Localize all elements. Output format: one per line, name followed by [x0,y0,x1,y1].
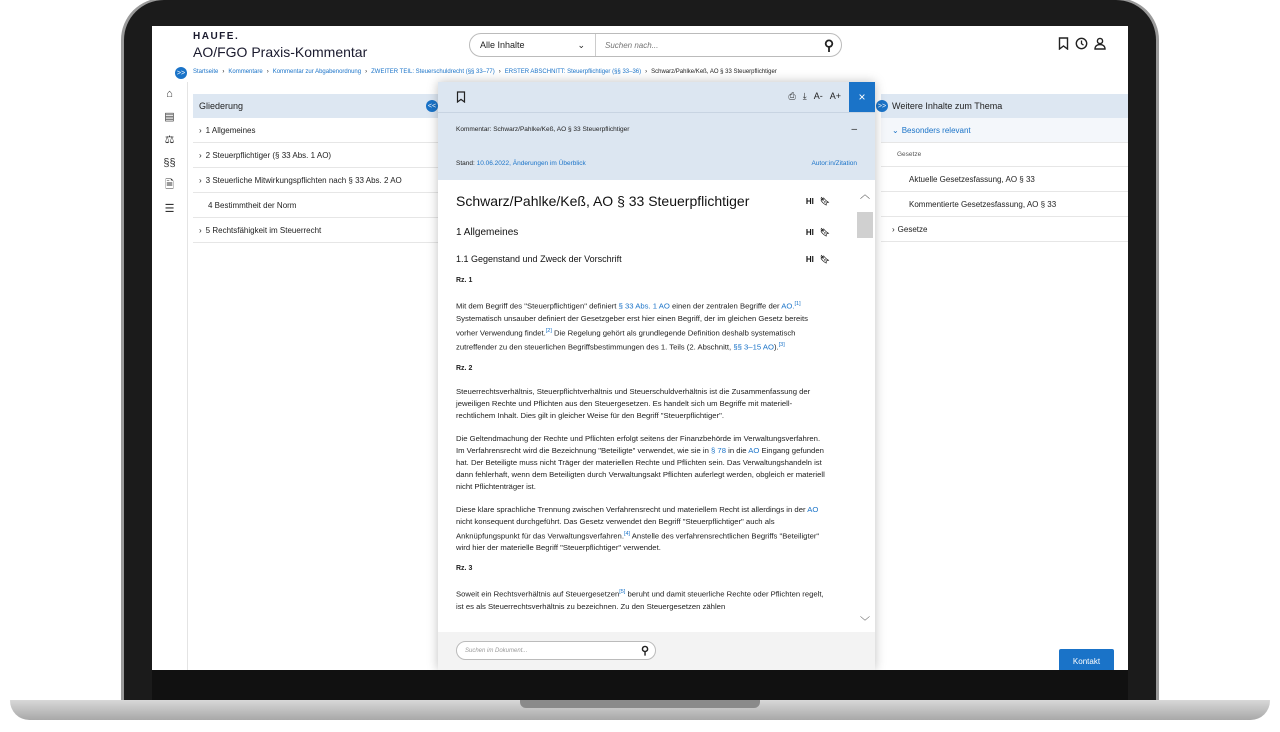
document-title-row [456,190,830,212]
bookmark-icon[interactable]: 🔖︎ [819,227,830,237]
collapse-meta-button[interactable]: – [851,124,857,135]
law-link[interactable]: AO [807,504,819,514]
breadcrumb-item[interactable]: Kommentare [228,69,263,75]
citation-link[interactable]: Autor:in/Zitation [811,159,857,167]
breadcrumb [193,69,777,75]
breadcrumb-bar [152,64,1128,82]
footnote-link[interactable]: [4] [623,530,631,537]
outline-header [193,94,438,118]
document-viewer [438,82,875,670]
document-meta [438,112,875,146]
stand-label: Stand: [456,159,475,167]
related-sub-label: Gesetze [881,143,1128,167]
outline-item-label: 2 Steuerpflichtiger (§ 33 Abs. 1 AO) [205,150,332,160]
chevron-down-icon: ⌄ [892,125,899,135]
close-button[interactable]: × [849,82,875,112]
highlight-button[interactable]: HI [805,227,814,237]
paragraph: Diese klare sprachliche Trennung zwischen Verfahrensrecht und materiellem Recht ist allerdings in der AO nicht konsequent durchgeführt. Das Gesetz verwendet den Begriff "Steuerpflichtiger" auch als Anknüpfungspunkt für das Verwaltungsverfahren.[4] Anstelle des verfahrensrechtlichen Begriffs "Beteiligter" wird hier der materielle Begriff "Steuerpflichtiger" verwendet. [456,504,820,553]
document-search-field[interactable] [456,641,656,660]
paragraph-icon[interactable]: §§ [163,156,176,169]
font-increase-button[interactable]: A+ [829,91,841,101]
document-search-placeholder: Suchen im Dokument... [465,647,528,654]
home-icon[interactable]: ⌂ [166,87,173,100]
scale-icon[interactable]: ⚖ [164,134,175,146]
law-link[interactable]: AO. [781,301,795,311]
header-actions [1058,37,1106,53]
section-title: 1 Allgemeines [456,226,519,238]
chevron-right-icon: › [222,69,225,75]
bookmark-icon[interactable]: 🔖︎ [819,196,830,206]
download-icon[interactable]: ⤓ [802,91,807,101]
footnote-link[interactable]: [5] [619,589,626,596]
breadcrumb-current: Schwarz/Pahlke/Keß, AO § 33 Steuerpflichtiger [651,69,777,75]
search-input[interactable] [596,41,817,50]
chevron-right-icon: › [199,150,202,160]
search-icon[interactable]: ⚲ [823,36,835,53]
breadcrumb-item[interactable]: Kommentar zur Abgabenordnung [272,69,362,75]
outline-title: Gliederung [199,101,244,111]
contact-button[interactable]: Kontakt [1059,649,1114,670]
chevron-right-icon: › [892,224,895,234]
highlight-button[interactable]: HI [805,196,814,206]
related-link[interactable]: Aktuelle Gesetzesfassung, AO § 33 [881,167,1128,192]
document-actions [789,91,841,102]
document-title: Schwarz/Pahlke/Keß, AO § 33 Steuerpflichtiger [456,193,750,209]
related-group-label: Gesetze [897,224,928,234]
document-toolbar [438,82,875,112]
outline-item[interactable] [193,168,438,193]
meta-value: Schwarz/Pahlke/Keß, AO § 33 Steuerpflichtiger [493,126,630,133]
related-group-label: Besonders relevant [901,125,971,135]
related-group-relevant[interactable] [881,118,1128,143]
bookmark-icon[interactable] [456,90,466,108]
related-panel [881,94,1128,670]
margin-number: Rz. 2 [456,364,473,372]
breadcrumb-item[interactable]: ERSTER ABSCHNITT: Steuerpflichtiger (§§ 33–36) [504,69,642,75]
outline-item[interactable] [193,143,438,168]
bookmark-icon[interactable]: 🔖︎ [819,254,830,264]
expand-sidebar-toggle[interactable]: >> [175,67,187,79]
paragraph: Die Geltendmachung der Rechte und Pflichten erfolgt seitens der Finanzbehörde im Verwaltungsverfahren. Im Verfahrensrecht wird die Bezeichnung "Beteiligte" verwendet, wie sie in § 78 in die AO Eingang gefunden hat. Der Beteiligte muss nicht Träger der materiellen Rechte und Pflichten sein. Das Verwaltungshandeln ist dann fehlerhaft, wenn dem Beteiligten durch Verwaltungsakt Pflichten auferlegt werden, obgleich er materiell nicht Pflichtenträger ist. [456,433,825,491]
chevron-down-icon[interactable]: ﹀ [860,617,870,628]
breadcrumb-item[interactable]: Startseite [193,69,219,75]
document-body [438,180,848,632]
app-header [152,26,1128,64]
outline-item-label: 3 Steuerliche Mitwirkungspflichten nach § 33 Abs. 2 AO [205,175,402,185]
document-scrollbar[interactable] [855,186,875,628]
section-heading [456,225,830,239]
paragraph: Soweit ein Rechtsverhältnis auf Steuergesetzen[5] beruht und damit steuerliche Rechte oder Pflichten regelt, ist es als Steuerrechtsverhältnis zu bezeichnen. Zu den Steuergesetzen zählen [456,589,824,611]
bookmark-icon[interactable] [1058,37,1069,53]
footnote-link[interactable]: [1] [794,301,801,307]
law-link[interactable]: AO [748,445,760,455]
global-search [469,33,842,57]
product-title[interactable]: AO/FGO Praxis-Kommentar [193,44,368,60]
footnote-link[interactable]: [3] [778,342,785,349]
subsection-heading [456,252,830,266]
user-icon[interactable] [1094,37,1106,53]
subsection-title: 1.1 Gegenstand und Zweck der Vorschrift [456,254,622,264]
chevron-right-icon: › [199,125,202,135]
margin-number: Rz. 3 [456,565,473,573]
footnote-link[interactable]: [2] [545,327,552,334]
law-link[interactable]: § 78 [711,445,726,455]
paragraph: Steuerrechtsverhältnis, Steuerpflichtverhältnis und Steuerschuldverhältnis ist die Zusammenfassung der jeweiligen Rechte und Pflichten aus den Steuergesetzen. Es handelt sich um Begriffe mit materiell-rechtlichem Inhalt. Dies gilt in gleicher Weise für den Begriff "Steuerpflichtiger". [456,386,811,420]
history-icon[interactable] [1075,37,1088,53]
related-title: Weitere Inhalte zum Thema [892,101,1003,111]
outline-item-label: 4 Bestimmtheit der Norm [208,200,297,210]
brand-logo[interactable]: HAUFE. [193,31,240,42]
related-header [881,94,1128,118]
chevron-right-icon: › [266,69,269,75]
margin-number: Rz. 1 [456,277,473,284]
laptop-bezel [152,670,1128,700]
expand-related-toggle[interactable]: >> [876,100,888,112]
highlight-button[interactable]: HI [805,254,814,264]
related-link[interactable]: Kommentierte Gesetzesfassung, AO § 33 [881,192,1128,217]
chevron-right-icon: › [199,225,202,235]
print-icon[interactable]: ⎙ [788,91,796,101]
outline-item[interactable] [193,118,438,143]
meta-label: Kommentar: [456,126,492,133]
related-group-laws[interactable] [881,217,1128,242]
document-footer [438,632,875,670]
news-icon[interactable]: ▤ [164,111,175,123]
chevron-right-icon: › [199,175,202,185]
document-icon[interactable]: 🗎 [165,179,174,191]
law-link[interactable]: § 33 Abs. 1 AO [618,301,670,311]
scope-select-value: Alle Inhalte [480,40,525,50]
scope-select[interactable] [470,34,596,56]
breadcrumb-item[interactable]: ZWEITER TEIL: Steuerschuldrecht (§§ 33–77) [371,69,495,75]
scrollbar-thumb[interactable] [857,212,873,238]
chevron-down-icon: ⌄ [577,39,585,50]
outline-panel [193,94,438,670]
font-decrease-button[interactable]: A- [813,91,823,101]
laptop-notch [520,700,760,708]
stand-link[interactable]: 10.06.2022, Änderungen im Überblick [476,159,586,167]
list-icon[interactable]: ☰ [164,203,175,215]
outline-item[interactable] [193,193,438,218]
app-screen [152,26,1128,670]
outline-item-label: 1 Allgemeines [205,125,256,135]
side-iconbar [152,82,188,670]
chevron-up-icon[interactable]: ︿ [860,190,870,201]
collapse-outline-toggle[interactable]: << [426,100,438,112]
chevron-right-icon: › [645,69,648,75]
outline-item[interactable] [193,218,438,243]
document-stand [438,146,875,180]
law-link[interactable]: §§ 3–15 AO [733,342,774,352]
search-icon[interactable]: ⚲ [640,645,649,657]
chevron-right-icon: › [498,69,501,75]
paragraph: Mit dem Begriff des "Steuerpflichtigen" definiert § 33 Abs. 1 AO einen der zentralen Begriffe der AO.[1] Systematisch unsauber definiert der Gesetzgeber erst hier einen Begriff, der im gleichen Gesetz bereits vorher Verwendung findet.[2] Die Regelung gehört als grundlegende Definition deshalb systematisch zutreffender zu den steuerlichen Begriffsbestimmungen des 1. Teils (2. Abschnitt, §§ 3–15 AO).[3] [456,301,808,352]
chevron-right-icon: › [365,69,368,75]
outline-item-label: 5 Rechtsfähigkeit im Steuerrecht [205,225,322,235]
